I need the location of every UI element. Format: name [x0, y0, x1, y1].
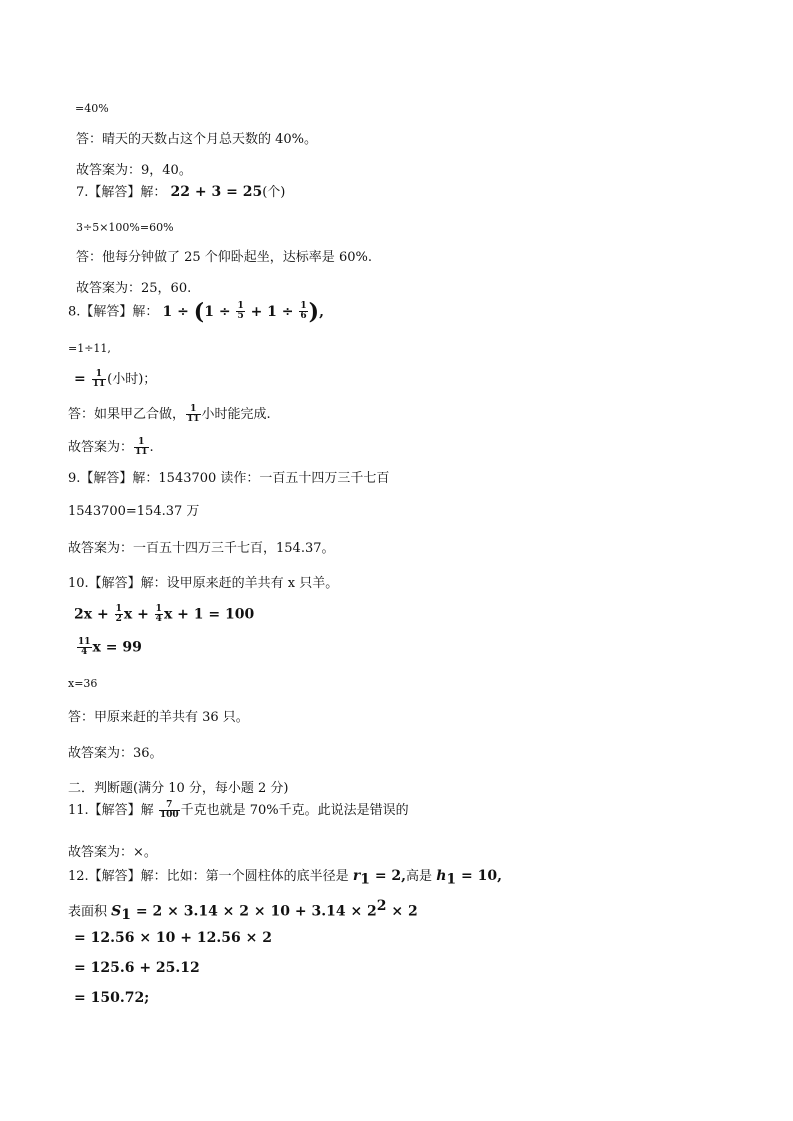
text: 7.【解答】解： [76, 185, 167, 200]
numerator: 1 [155, 604, 162, 614]
math-var: r [352, 868, 361, 884]
text-line: 故答案为：×。 [68, 845, 157, 860]
denominator: 5 [237, 311, 244, 321]
text-line: 故答案为：25，60. [76, 281, 192, 296]
math-part: = 10, [456, 868, 502, 884]
fraction [299, 302, 307, 321]
numerator: 1 [92, 370, 107, 380]
section-heading: 二．判断题(满分 10 分，每小题 2 分) [68, 781, 289, 796]
numerator: 1 [186, 405, 201, 415]
text-line: =1÷11, [68, 342, 111, 355]
equation-line: = 125.6 + 25.12 [74, 960, 200, 976]
fraction [186, 405, 201, 424]
math-part: x = 99 [92, 639, 142, 656]
text: 表面积 [68, 904, 112, 920]
denominator: 2 [115, 614, 122, 624]
fraction [115, 605, 123, 624]
denominator: 11 [92, 379, 106, 389]
text-line: 1543700=154.37 万 [68, 504, 200, 519]
denominator: 11 [187, 414, 200, 424]
subscript: 1 [360, 871, 370, 888]
text-line: 3÷5×100%=60% [76, 221, 174, 234]
fraction [236, 302, 244, 321]
text: 千克也就是 70%千克。此说法是错误的 [180, 803, 409, 818]
math-part: 1 ÷ [204, 303, 236, 320]
equation-line [74, 605, 254, 624]
paren-open: ( [193, 298, 205, 325]
numerator: 7 [159, 801, 180, 811]
fraction [77, 638, 92, 657]
math-part: 2x + [74, 606, 114, 623]
math-part: , [319, 303, 324, 320]
answer-line [68, 438, 154, 457]
solution-7-header [76, 183, 285, 202]
math-part: × 2 [386, 903, 418, 920]
math-expression: 22 + 3 = 25 [170, 184, 263, 200]
surface-area-line [68, 897, 418, 924]
numerator: 1 [134, 438, 149, 448]
text-line: 故答案为：一百五十四万三千七百，154.37。 [68, 541, 335, 556]
denominator: 100 [159, 810, 179, 820]
equation-line: = 12.56 × 10 + 12.56 × 2 [74, 930, 272, 946]
text: 小时能完成. [201, 407, 271, 422]
text-line: 答：甲原来赶的羊共有 36 只。 [68, 710, 249, 725]
answer-line [68, 405, 271, 424]
text-line: 9.【解答】解：1543700 读作：一百五十四万三千七百 [68, 471, 390, 486]
math-var: S [111, 903, 122, 920]
math-part: x + [123, 606, 154, 623]
subscript: 1 [121, 906, 132, 923]
fraction [92, 370, 107, 389]
math-expression [162, 298, 324, 325]
text-line: 答：晴天的天数占这个月总天数的 40%。 [76, 132, 318, 147]
solution-11 [68, 801, 409, 820]
equation-line [76, 638, 142, 657]
numerator: 1 [115, 604, 122, 614]
text-line: 答：他每分钟做了 25 个仰卧起坐，达标率是 60%. [76, 250, 372, 265]
numerator: 1 [237, 301, 244, 311]
numerator: 11 [78, 637, 91, 647]
superscript: 2 [376, 898, 387, 914]
text: . [149, 440, 154, 455]
math-var: h [436, 868, 447, 884]
math-part: = [74, 371, 91, 387]
fraction [155, 605, 163, 624]
unit: (个) [262, 185, 286, 200]
text-line: =40% [75, 102, 109, 115]
equation-line: = 150.72; [74, 990, 150, 1006]
math-part: 1 ÷ [162, 303, 194, 320]
math-part: = 2, [369, 868, 407, 884]
fraction [134, 438, 149, 457]
denominator: 11 [135, 447, 148, 457]
paren-close: ) [308, 298, 320, 325]
text: 高是 [406, 869, 437, 884]
math-part: x + 1 = 100 [163, 606, 255, 623]
math-line [74, 370, 156, 389]
text: 故答案为： [68, 440, 134, 455]
denominator: 4 [81, 647, 88, 657]
text-line: 故答案为：36。 [68, 746, 163, 761]
unit: (小时)； [107, 372, 157, 387]
text: 答：如果甲乙合做， [68, 407, 186, 422]
subscript: 1 [446, 871, 457, 888]
solution-8-header [68, 298, 324, 325]
text-line: 10.【解答】解：设甲原来赶的羊共有 x 只羊。 [68, 576, 339, 591]
math-part: = 2 × 3.14 × 2 × 10 + 3.14 × 2 [131, 903, 377, 920]
text: 11.【解答】解 [68, 803, 158, 818]
numerator: 1 [300, 301, 307, 311]
solution-12 [68, 867, 502, 889]
text-line: x=36 [68, 677, 98, 690]
text-line: 故答案为：9，40。 [76, 163, 192, 178]
math-part: + 1 ÷ [245, 303, 299, 320]
denominator: 4 [155, 614, 162, 624]
fraction [159, 801, 180, 820]
denominator: 6 [300, 311, 307, 321]
text: 12.【解答】解：比如：第一个圆柱体的底半径是 [68, 869, 353, 884]
text: 8.【解答】解： [68, 304, 159, 320]
